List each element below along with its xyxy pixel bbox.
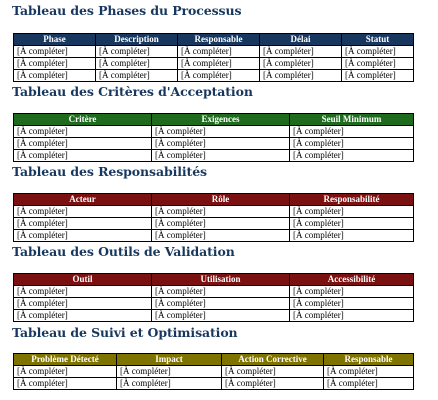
table-row bbox=[14, 126, 414, 138]
column-header: Statut bbox=[342, 34, 414, 46]
table-cell: [À compléter] bbox=[324, 378, 414, 390]
table-cell: [À compléter] bbox=[290, 138, 414, 150]
table-cell: [À compléter] bbox=[152, 298, 290, 310]
table-cell: [À compléter] bbox=[14, 310, 152, 322]
table-cell: [À compléter] bbox=[290, 298, 414, 310]
column-header: Accessibilité bbox=[290, 274, 414, 286]
table-cell: [À compléter] bbox=[260, 58, 342, 70]
table-cell: [À compléter] bbox=[152, 218, 290, 230]
table-cell: [À compléter] bbox=[96, 58, 178, 70]
criteres-table bbox=[13, 113, 414, 162]
table-cell: [À compléter] bbox=[290, 230, 414, 242]
table-header-row bbox=[14, 34, 414, 46]
column-header: Phase bbox=[14, 34, 96, 46]
table-cell: [À compléter] bbox=[290, 150, 414, 162]
table-cell: [À compléter] bbox=[152, 126, 290, 138]
table-cell: [À compléter] bbox=[14, 138, 152, 150]
column-header: Impact bbox=[117, 354, 222, 366]
table-header-row bbox=[14, 194, 414, 206]
table-cell: [À compléter] bbox=[290, 126, 414, 138]
table-cell: [À compléter] bbox=[342, 58, 414, 70]
table-row bbox=[14, 298, 414, 310]
table-cell: [À compléter] bbox=[178, 70, 260, 82]
table-cell: [À compléter] bbox=[14, 378, 117, 390]
table-row bbox=[14, 310, 414, 322]
table-cell: [À compléter] bbox=[152, 310, 290, 322]
column-header: Responsabilité bbox=[290, 194, 414, 206]
table-row bbox=[14, 138, 414, 150]
table-cell: [À compléter] bbox=[222, 378, 324, 390]
table-cell: [À compléter] bbox=[14, 58, 96, 70]
table-cell: [À compléter] bbox=[14, 298, 152, 310]
table-header-row bbox=[14, 274, 414, 286]
table-cell: [À compléter] bbox=[14, 218, 152, 230]
table-row bbox=[14, 46, 414, 58]
table-row bbox=[14, 230, 414, 242]
table-cell: [À compléter] bbox=[152, 286, 290, 298]
table-cell: [À compléter] bbox=[14, 150, 152, 162]
column-header: Seuil Minimum bbox=[290, 114, 414, 126]
column-header: Description bbox=[96, 34, 178, 46]
table-cell: [À compléter] bbox=[152, 230, 290, 242]
table-cell: [À compléter] bbox=[178, 58, 260, 70]
column-header: Action Corrective bbox=[222, 354, 324, 366]
table-cell: [À compléter] bbox=[290, 286, 414, 298]
table-cell: [À compléter] bbox=[290, 206, 414, 218]
table-cell: [À compléter] bbox=[290, 218, 414, 230]
table-row bbox=[14, 70, 414, 82]
table-cell: [À compléter] bbox=[14, 230, 152, 242]
table-cell: [À compléter] bbox=[14, 46, 96, 58]
table-cell: [À compléter] bbox=[222, 366, 324, 378]
table-row bbox=[14, 58, 414, 70]
column-header: Délai bbox=[260, 34, 342, 46]
table-row bbox=[14, 366, 414, 378]
table-cell: [À compléter] bbox=[152, 150, 290, 162]
phases-table bbox=[13, 33, 414, 82]
phases-title: Tableau des Phases du Processus bbox=[12, 3, 242, 18]
table-row bbox=[14, 286, 414, 298]
table-cell: [À compléter] bbox=[324, 366, 414, 378]
column-header: Responsable bbox=[324, 354, 414, 366]
column-header: Rôle bbox=[152, 194, 290, 206]
table-cell: [À compléter] bbox=[152, 206, 290, 218]
table-cell: [À compléter] bbox=[117, 378, 222, 390]
table-cell: [À compléter] bbox=[152, 138, 290, 150]
outils-title: Tableau des Outils de Validation bbox=[12, 244, 235, 259]
column-header: Exigences bbox=[152, 114, 290, 126]
column-header: Problème Détecté bbox=[14, 354, 117, 366]
table-cell: [À compléter] bbox=[260, 46, 342, 58]
table-header-row bbox=[14, 354, 414, 366]
table-cell: [À compléter] bbox=[14, 366, 117, 378]
responsabilites-title: Tableau des Responsabilités bbox=[12, 164, 207, 179]
table-cell: [À compléter] bbox=[342, 46, 414, 58]
column-header: Acteur bbox=[14, 194, 152, 206]
table-cell: [À compléter] bbox=[342, 70, 414, 82]
table-cell: [À compléter] bbox=[96, 46, 178, 58]
table-row bbox=[14, 206, 414, 218]
outils-table bbox=[13, 273, 414, 322]
table-cell: [À compléter] bbox=[14, 286, 152, 298]
column-header: Responsable bbox=[178, 34, 260, 46]
table-cell: [À compléter] bbox=[290, 310, 414, 322]
column-header: Utilisation bbox=[152, 274, 290, 286]
column-header: Critère bbox=[14, 114, 152, 126]
table-row bbox=[14, 378, 414, 390]
suivi-table bbox=[13, 353, 414, 390]
table-cell: [À compléter] bbox=[178, 46, 260, 58]
table-cell: [À compléter] bbox=[117, 366, 222, 378]
table-row bbox=[14, 150, 414, 162]
suivi-title: Tableau de Suivi et Optimisation bbox=[12, 325, 238, 340]
column-header: Outil bbox=[14, 274, 152, 286]
table-cell: [À compléter] bbox=[14, 206, 152, 218]
responsabilites-table bbox=[13, 193, 414, 242]
table-cell: [À compléter] bbox=[14, 70, 96, 82]
table-header-row bbox=[14, 114, 414, 126]
table-cell: [À compléter] bbox=[14, 126, 152, 138]
criteres-title: Tableau des Critères d'Acceptation bbox=[12, 84, 253, 99]
table-cell: [À compléter] bbox=[96, 70, 178, 82]
table-cell: [À compléter] bbox=[260, 70, 342, 82]
table-row bbox=[14, 218, 414, 230]
